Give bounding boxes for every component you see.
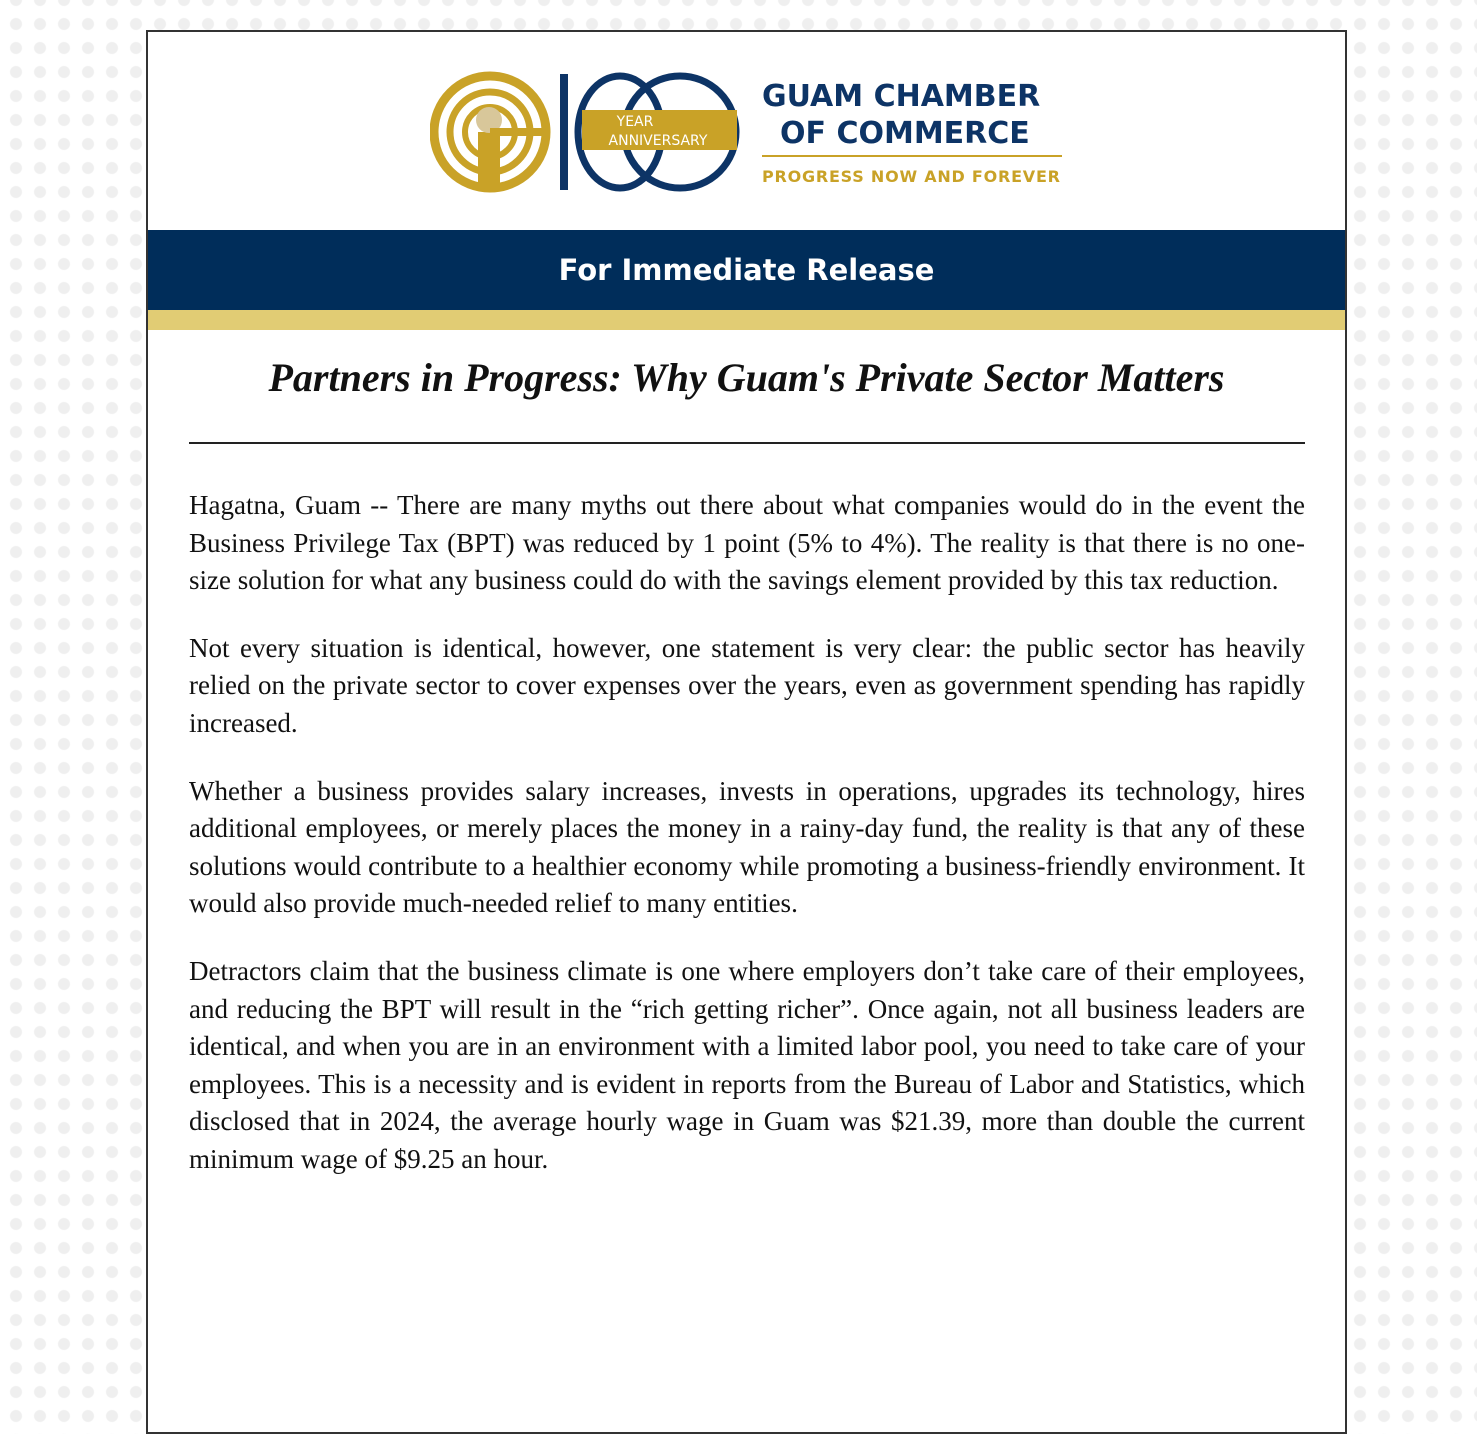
article-body bbox=[189, 487, 1305, 1209]
logo-line1: GUAM CHAMBER bbox=[762, 79, 1041, 114]
logo-year: YEAR bbox=[616, 114, 654, 130]
paragraph: Hagatna, Guam -- There are many myths out there about what companies would do in the event the Business Privilege Tax (BPT) was reduced by 1 point (5% to 4%). The reality is that there is no one-size solution for what any business could do with the savings element provided by this tax reduction. bbox=[189, 490, 1305, 596]
release-banner: For Immediate Release bbox=[148, 230, 1345, 310]
paragraph: Not every situation is identical, however, one statement is very clear: the public sector has heavily relied on the private sector to cover expenses over the years, even as government spending has rapidly increased. bbox=[189, 632, 1305, 738]
gold-stripe bbox=[148, 310, 1345, 330]
paragraph: Detractors claim that the business climate is one where employers don’t take care of their employees, and reducing the BPT will result in the “rich getting richer”. Once again, not all business leaders are identical, and when you are in an environment with a limited labor pool, you need to take care of your employees. This is a necessity and is evident in reports from the Bureau of Labor and Statistics, which disclosed that in 2024, the average hourly wage in Guam was $21.39, more than double the current minimum wage of $9.25 an hour. bbox=[189, 955, 1305, 1174]
press-release-page bbox=[146, 30, 1347, 1434]
paragraph: Whether a business provides salary increases, invests in operations, upgrades its technology, hires additional employees, or merely places the money in a rainy-day fund, the reality is that any of these solutions would contribute to a healthier economy while promoting a business-friendly environment. It would also provide much-needed relief to many entities. bbox=[189, 775, 1305, 919]
logo-anniversary: ANNIVERSARY bbox=[608, 133, 708, 149]
logo-line2: OF COMMERCE bbox=[780, 116, 1030, 151]
chamber-logo bbox=[430, 70, 1070, 196]
g-emblem-icon bbox=[434, 76, 548, 188]
page-title: Partners in Progress: Why Guam's Private Sector Matters bbox=[268, 355, 1225, 400]
divider bbox=[189, 442, 1305, 444]
logo-tagline: PROGRESS NOW AND FOREVER bbox=[762, 167, 1060, 186]
